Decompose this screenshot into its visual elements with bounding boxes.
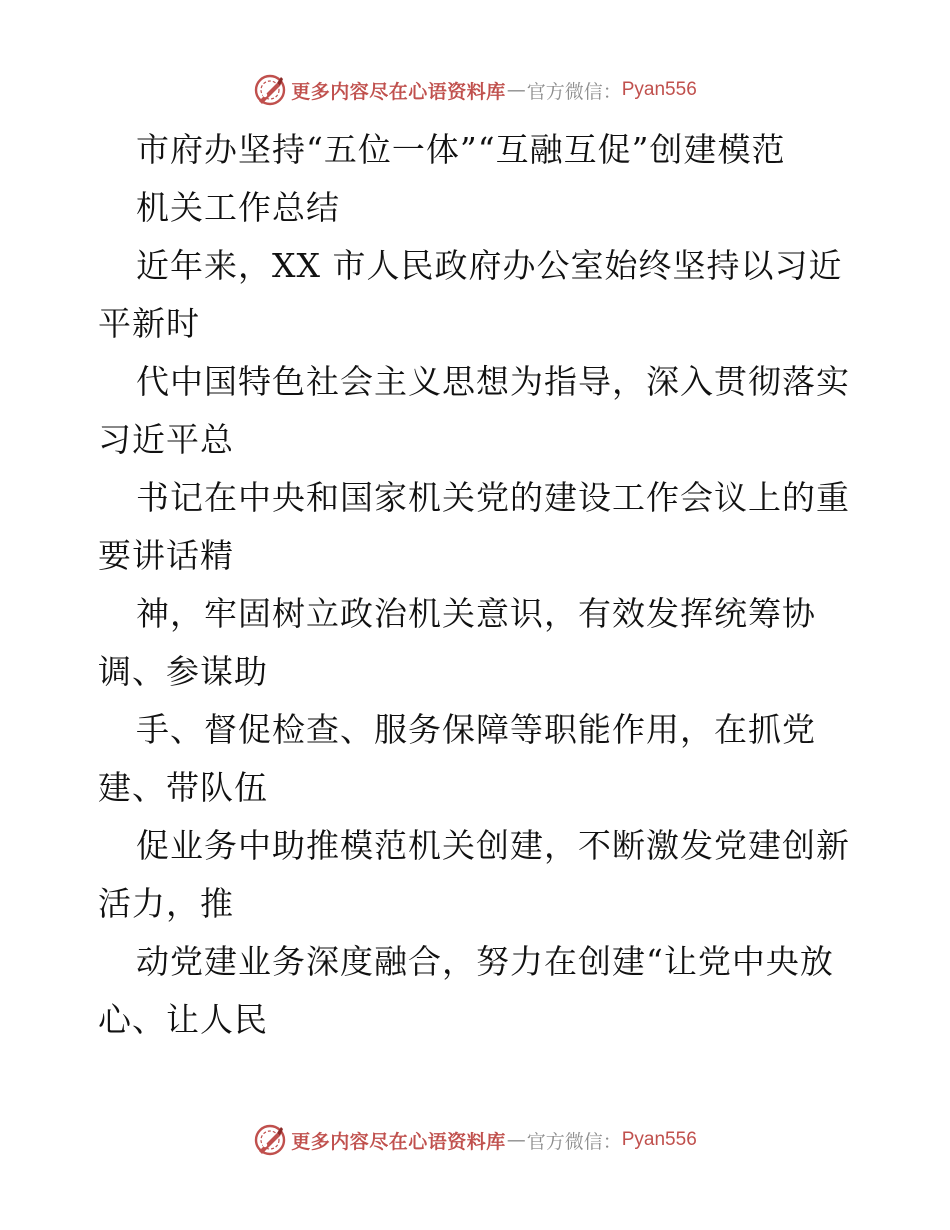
paragraph-line: 平新时 (98, 304, 200, 343)
pen-logo-icon (253, 1123, 287, 1157)
paragraph-line: 手、督促检查、服务保障等职能作用，在抓党 (136, 710, 816, 749)
header-banner (0, 68, 950, 112)
banner-wechat-id: Pyan556 (621, 1129, 697, 1150)
paragraph-line: 书记在中央和国家机关党的建设工作会议上的重 (136, 478, 850, 517)
paragraph-line: 近年来，XX 市人民政府办公室始终坚持以习近 (136, 246, 843, 285)
paragraph-line: 活力，推 (98, 884, 234, 923)
paragraph-line: 代中国特色社会主义思想为指导，深入贯彻落实 (136, 362, 850, 401)
paragraph-line: 要讲话精 (98, 536, 234, 575)
paragraph-line: 动党建业务深度融合，努力在创建“让党中央放 (136, 942, 834, 981)
footer-banner (0, 1118, 950, 1162)
paragraph-line: 调、参谋助 (98, 652, 268, 691)
document-title-line-1: 市府办坚持“五位一体”“互融互促”创建模范 (136, 130, 786, 169)
paragraph-line: 促业务中助推模范机关创建，不断激发党建创新 (136, 826, 850, 865)
banner-wechat-label: 官方微信： (526, 80, 622, 103)
paragraph-line: 神，牢固树立政治机关意识，有效发挥统筹协 (136, 594, 816, 633)
paragraph-line: 建、带队伍 (98, 768, 268, 807)
banner-brand-text: 更多内容尽在心语资料库 (291, 80, 506, 103)
banner-wechat-id: Pyan556 (621, 79, 697, 100)
document-title-line-2: 机关工作总结 (136, 188, 340, 227)
banner-dash: — (506, 1129, 526, 1151)
document-body (0, 121, 950, 1049)
banner-brand-text: 更多内容尽在心语资料库 (291, 1130, 506, 1153)
banner-wechat-label: 官方微信： (526, 1130, 622, 1153)
pen-logo-icon (253, 73, 287, 107)
paragraph-line: 习近平总 (98, 420, 234, 459)
paragraph-line: 心、让人民 (98, 1000, 268, 1039)
banner-dash: — (506, 79, 526, 101)
